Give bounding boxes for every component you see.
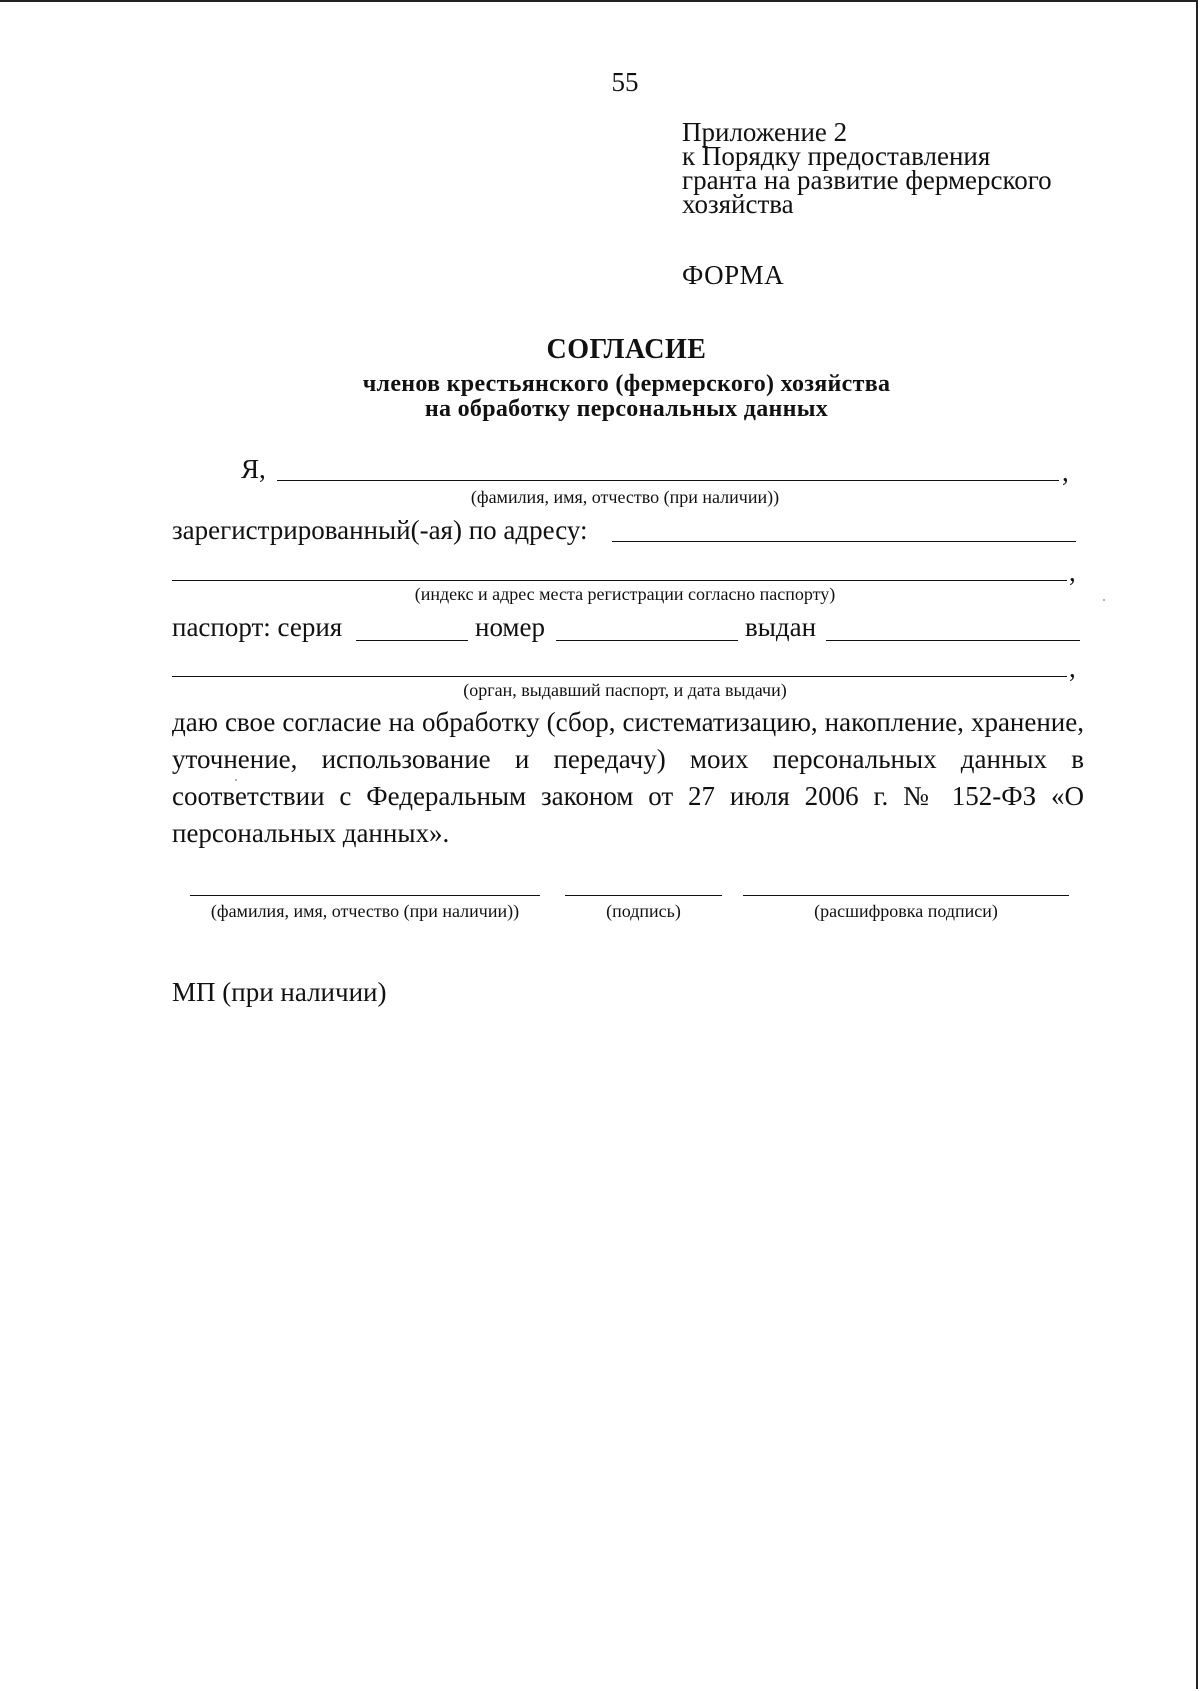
i-label: Я, — [241, 454, 266, 484]
comma: , — [1069, 653, 1076, 683]
passport-series-line[interactable] — [356, 640, 468, 641]
fio-fill-line[interactable] — [277, 480, 1059, 481]
consent-paragraph: даю свое согласие на обработку (сбор, систематизацию, накопление, хранение, уточнение, использование и передачу) моих персональных данных в соответствии с Федеральным законом от 27 июля 2006 г. № 152-ФЗ «О персональных данных». — [172, 707, 1084, 848]
document-subtitle — [0, 372, 1200, 422]
passport-issued-label: выдан — [745, 612, 817, 642]
signature-decoding-caption: (расшифровка подписи) — [814, 901, 998, 921]
address-fill-line-2[interactable] — [172, 580, 1067, 581]
subtitle-line-2: на обработку персональных данных — [424, 396, 829, 422]
passport-series-label: паспорт: серия — [172, 612, 343, 642]
signature-fio-caption: (фамилия, имя, отчество (при наличии)) — [210, 901, 520, 921]
page-number: 55 — [611, 67, 639, 97]
passport-issued-line[interactable] — [826, 640, 1080, 641]
address-label: зарегистрированный(-ая) по адресу: — [172, 515, 588, 545]
subtitle-line-1: членов крестьянского (фермерского) хозяйства — [362, 371, 891, 397]
issuer-caption: (орган, выдавший паспорт, и дата выдачи) — [463, 680, 787, 700]
appendix-header — [682, 117, 1052, 219]
appendix-line-4: хозяйства — [682, 189, 794, 219]
appendix-line-1: Приложение 2 — [682, 117, 848, 147]
appendix-line-2: к Порядку предоставления — [682, 141, 991, 171]
signature-caption: (подпись) — [606, 901, 681, 921]
fio-caption: (фамилия, имя, отчество (при наличии)) — [470, 487, 780, 507]
address-caption: (индекс и адрес места регистрации согласно паспорту) — [414, 584, 836, 604]
passport-number-line[interactable] — [556, 640, 738, 641]
issuer-fill-line[interactable] — [172, 676, 1067, 677]
stamp-label: МП (при наличии) — [172, 977, 387, 1007]
scan-speck — [235, 779, 237, 781]
signature-decoding-line[interactable] — [743, 895, 1069, 896]
document-title: СОГЛАСИЕ — [546, 334, 707, 365]
signature-line[interactable] — [565, 895, 722, 896]
passport-number-label: номер — [475, 612, 546, 642]
consent-text — [172, 704, 1084, 852]
signature-fio-line[interactable] — [190, 895, 540, 896]
appendix-line-3: гранта на развитие фермерского — [682, 165, 1052, 195]
comma: , — [1069, 557, 1076, 587]
form-label: ФОРМА — [682, 260, 785, 290]
address-fill-line-1[interactable] — [612, 541, 1076, 542]
comma: , — [1062, 457, 1069, 487]
scan-speck — [1103, 599, 1105, 601]
